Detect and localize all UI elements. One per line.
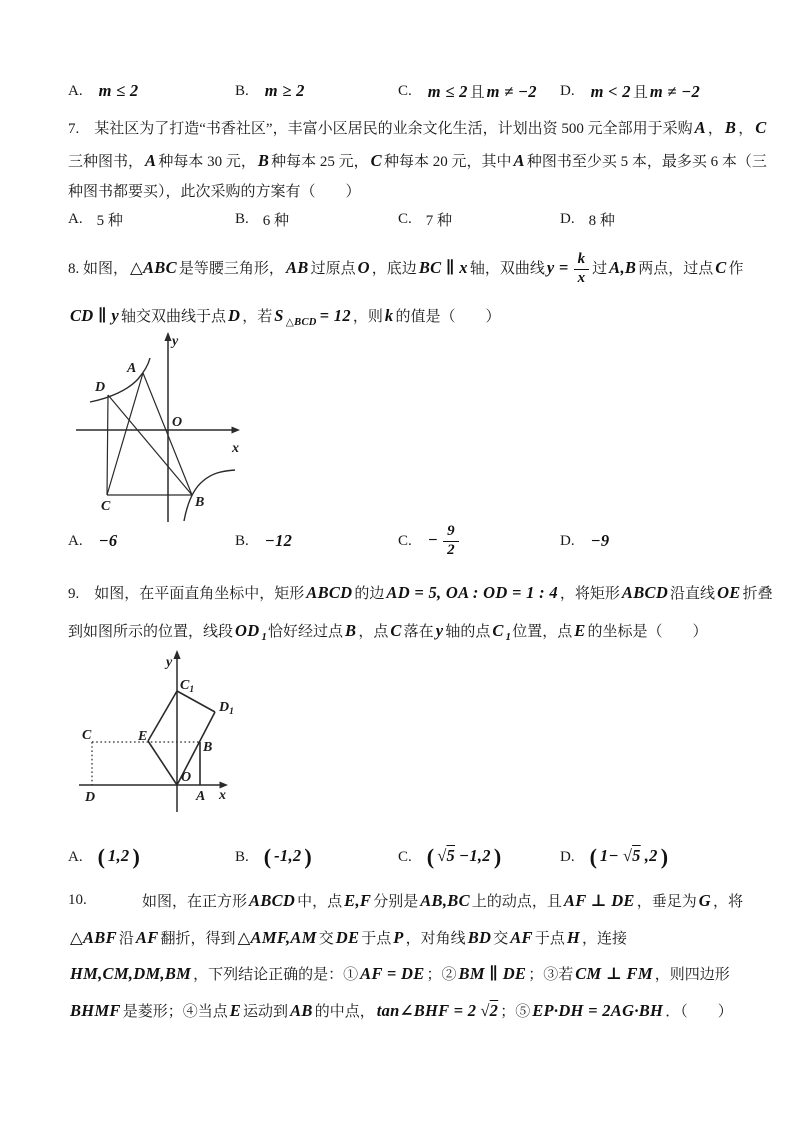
segment-DB	[108, 395, 192, 495]
option-value: m ≤ 2	[98, 81, 139, 100]
option-label: A.	[68, 848, 83, 865]
option-value: ( √5 −1,2 )	[426, 844, 502, 869]
q7-line-3: 种图书都要买），此次采购的方案有（ ）	[68, 184, 361, 200]
q8-line-1: 8. 如图， △ABC 是等腰三角形， AB 过原点 O ，底边 BC ∥ x 轴，双曲线 y = $\frac{k}{x}$ 过 A,B 两点，过点 C 作	[68, 251, 744, 287]
option-value: 5 种	[96, 212, 123, 229]
segment-DC	[107, 395, 108, 495]
q10-line-4: BHMF 是菱形；④当点 E 运动到 AB 的中点， tan∠BHF = 2 √2 ；⑤ EP·DH = 2AG·BH ．（ ）	[70, 1001, 733, 1020]
q9-option-b	[235, 836, 313, 878]
axis-label-x: x	[232, 441, 239, 456]
option-label: D.	[560, 82, 575, 99]
q8-options-row	[0, 520, 794, 562]
option-label: D.	[560, 848, 575, 865]
point-label-C: C	[82, 728, 92, 743]
option-value: 8 种	[588, 212, 615, 229]
q7-option-a	[68, 198, 123, 240]
point-label-A: A	[196, 789, 206, 804]
option-value: m ≥ 2	[264, 81, 305, 100]
option-label: C.	[398, 210, 412, 227]
q9-options-row	[0, 836, 794, 878]
y-axis-arrow-icon	[164, 332, 171, 341]
q10-line-3: HM,CM,DM,BM ，下列结论正确的是：① AF = DE ；② BM ∥ DE ；③若 CM ⊥ FM ，则四边形	[70, 964, 730, 983]
option-label: D.	[560, 210, 575, 227]
option-label: B.	[235, 848, 249, 865]
q8-option-b	[235, 520, 294, 562]
q7-option-b	[235, 198, 289, 240]
q9-line-2: 到如图所示的位置，线段 OD $_1$恰好经过点 B ，点 C 落在 y 轴的点 C $_1$位置，点 E 的坐标是（ ）	[68, 621, 708, 643]
q9-option-c	[398, 836, 502, 878]
q7-line-1: 7. 某社区为了打造“书香社区”，丰富小区居民的业余文化生活，计划出资 500 元全部用于采购 A ， B ， C	[68, 118, 767, 137]
point-label-D1: $D_1$	[219, 700, 234, 717]
option-value: ( 1,2 )	[97, 844, 140, 869]
q9-option-d	[560, 836, 669, 878]
q10-line-2: △ABF 沿 AF 翻折，得到 △AMF,AM 交 DE 于点 P ，对角线 BD 交 AF 于点 H ，连接	[70, 928, 628, 947]
option-value: ( -1,2 )	[263, 844, 312, 869]
option-label: B.	[235, 210, 249, 227]
option-value: −9	[590, 531, 610, 550]
option-label: A.	[68, 82, 83, 99]
option-value: ( 1− √5 ,2 )	[589, 844, 669, 869]
option-value: 7 种	[425, 212, 453, 229]
q10-line-1: 如图，在正方形 ABCD 中，点 E,F 分别是 AB,BC 上的动点，且 AF ⊥ DE ，垂足为 G ，将	[142, 891, 743, 910]
q6-options-row	[0, 70, 794, 112]
q6-option-b	[235, 70, 307, 112]
point-label-A: A	[127, 361, 137, 376]
x-axis-arrow-icon	[232, 427, 241, 434]
q7-option-d	[560, 198, 615, 240]
option-value: m ≤ 2 且 m ≠ −2	[427, 81, 537, 101]
q7-options-row	[0, 198, 794, 240]
axis-label-y: y	[166, 655, 173, 670]
point-label-D: D	[95, 380, 106, 395]
figure-q9	[75, 650, 235, 818]
q9-line-1: 9. 如图，在平面直角坐标中，矩形 ABCD 的边 AD = 5, OA : OD = 1 : 4 ，将矩形 ABCD 沿直线 OE 折叠	[68, 583, 773, 602]
option-value: −12	[264, 531, 293, 550]
q8-option-a	[68, 520, 119, 562]
q7-line-2: 三种图书， A 种每本 30 元， B 种每本 25 元， C 种每本 20 元，其中 A 种图书至少买 5 本，最多买 6 本（三	[68, 151, 767, 170]
segment-EC1	[148, 691, 177, 741]
q8-option-c	[398, 520, 462, 562]
q7-option-c	[398, 198, 452, 240]
option-value: − $\frac{9}{2}$	[426, 524, 462, 559]
option-label: A.	[68, 210, 83, 227]
q6-option-a	[68, 70, 140, 112]
point-label-B: B	[195, 495, 205, 510]
point-label-D: D	[85, 790, 96, 805]
point-label-C1: $C_1$	[180, 678, 195, 695]
option-label: B.	[235, 532, 249, 549]
axis-label-x: x	[219, 788, 226, 803]
segment-AC	[107, 373, 143, 495]
option-value: 6 种	[262, 212, 290, 229]
point-label-C: C	[101, 499, 111, 514]
point-label-B: B	[203, 740, 213, 755]
option-value: −6	[98, 531, 118, 550]
option-label: C.	[398, 532, 412, 549]
option-value: m < 2 且 m ≠ −2	[590, 81, 701, 101]
q8-option-d	[560, 520, 611, 562]
q6-option-c	[398, 70, 539, 112]
segment-OE	[148, 741, 177, 785]
segment-C1D1	[177, 691, 215, 712]
point-label-O: O	[181, 770, 192, 785]
point-label-E: E	[138, 729, 148, 744]
option-label: C.	[398, 82, 412, 99]
q9-option-a	[68, 836, 141, 878]
q6-option-d	[560, 70, 702, 112]
option-label: C.	[398, 848, 412, 865]
option-label: B.	[235, 82, 249, 99]
y-axis-arrow-icon	[173, 650, 180, 659]
axis-label-y: y	[172, 334, 179, 349]
q8-line-2: CD ∥ y 轴交双曲线于点 D ，若 S $_{\triangle BCD}$ = 12 ，则 k 的值是（ ）	[70, 306, 501, 328]
point-label-O: O	[172, 415, 183, 430]
figure-q8	[70, 332, 255, 527]
option-label: D.	[560, 532, 575, 549]
q10-number: 10.	[68, 892, 87, 908]
option-label: A.	[68, 532, 83, 549]
